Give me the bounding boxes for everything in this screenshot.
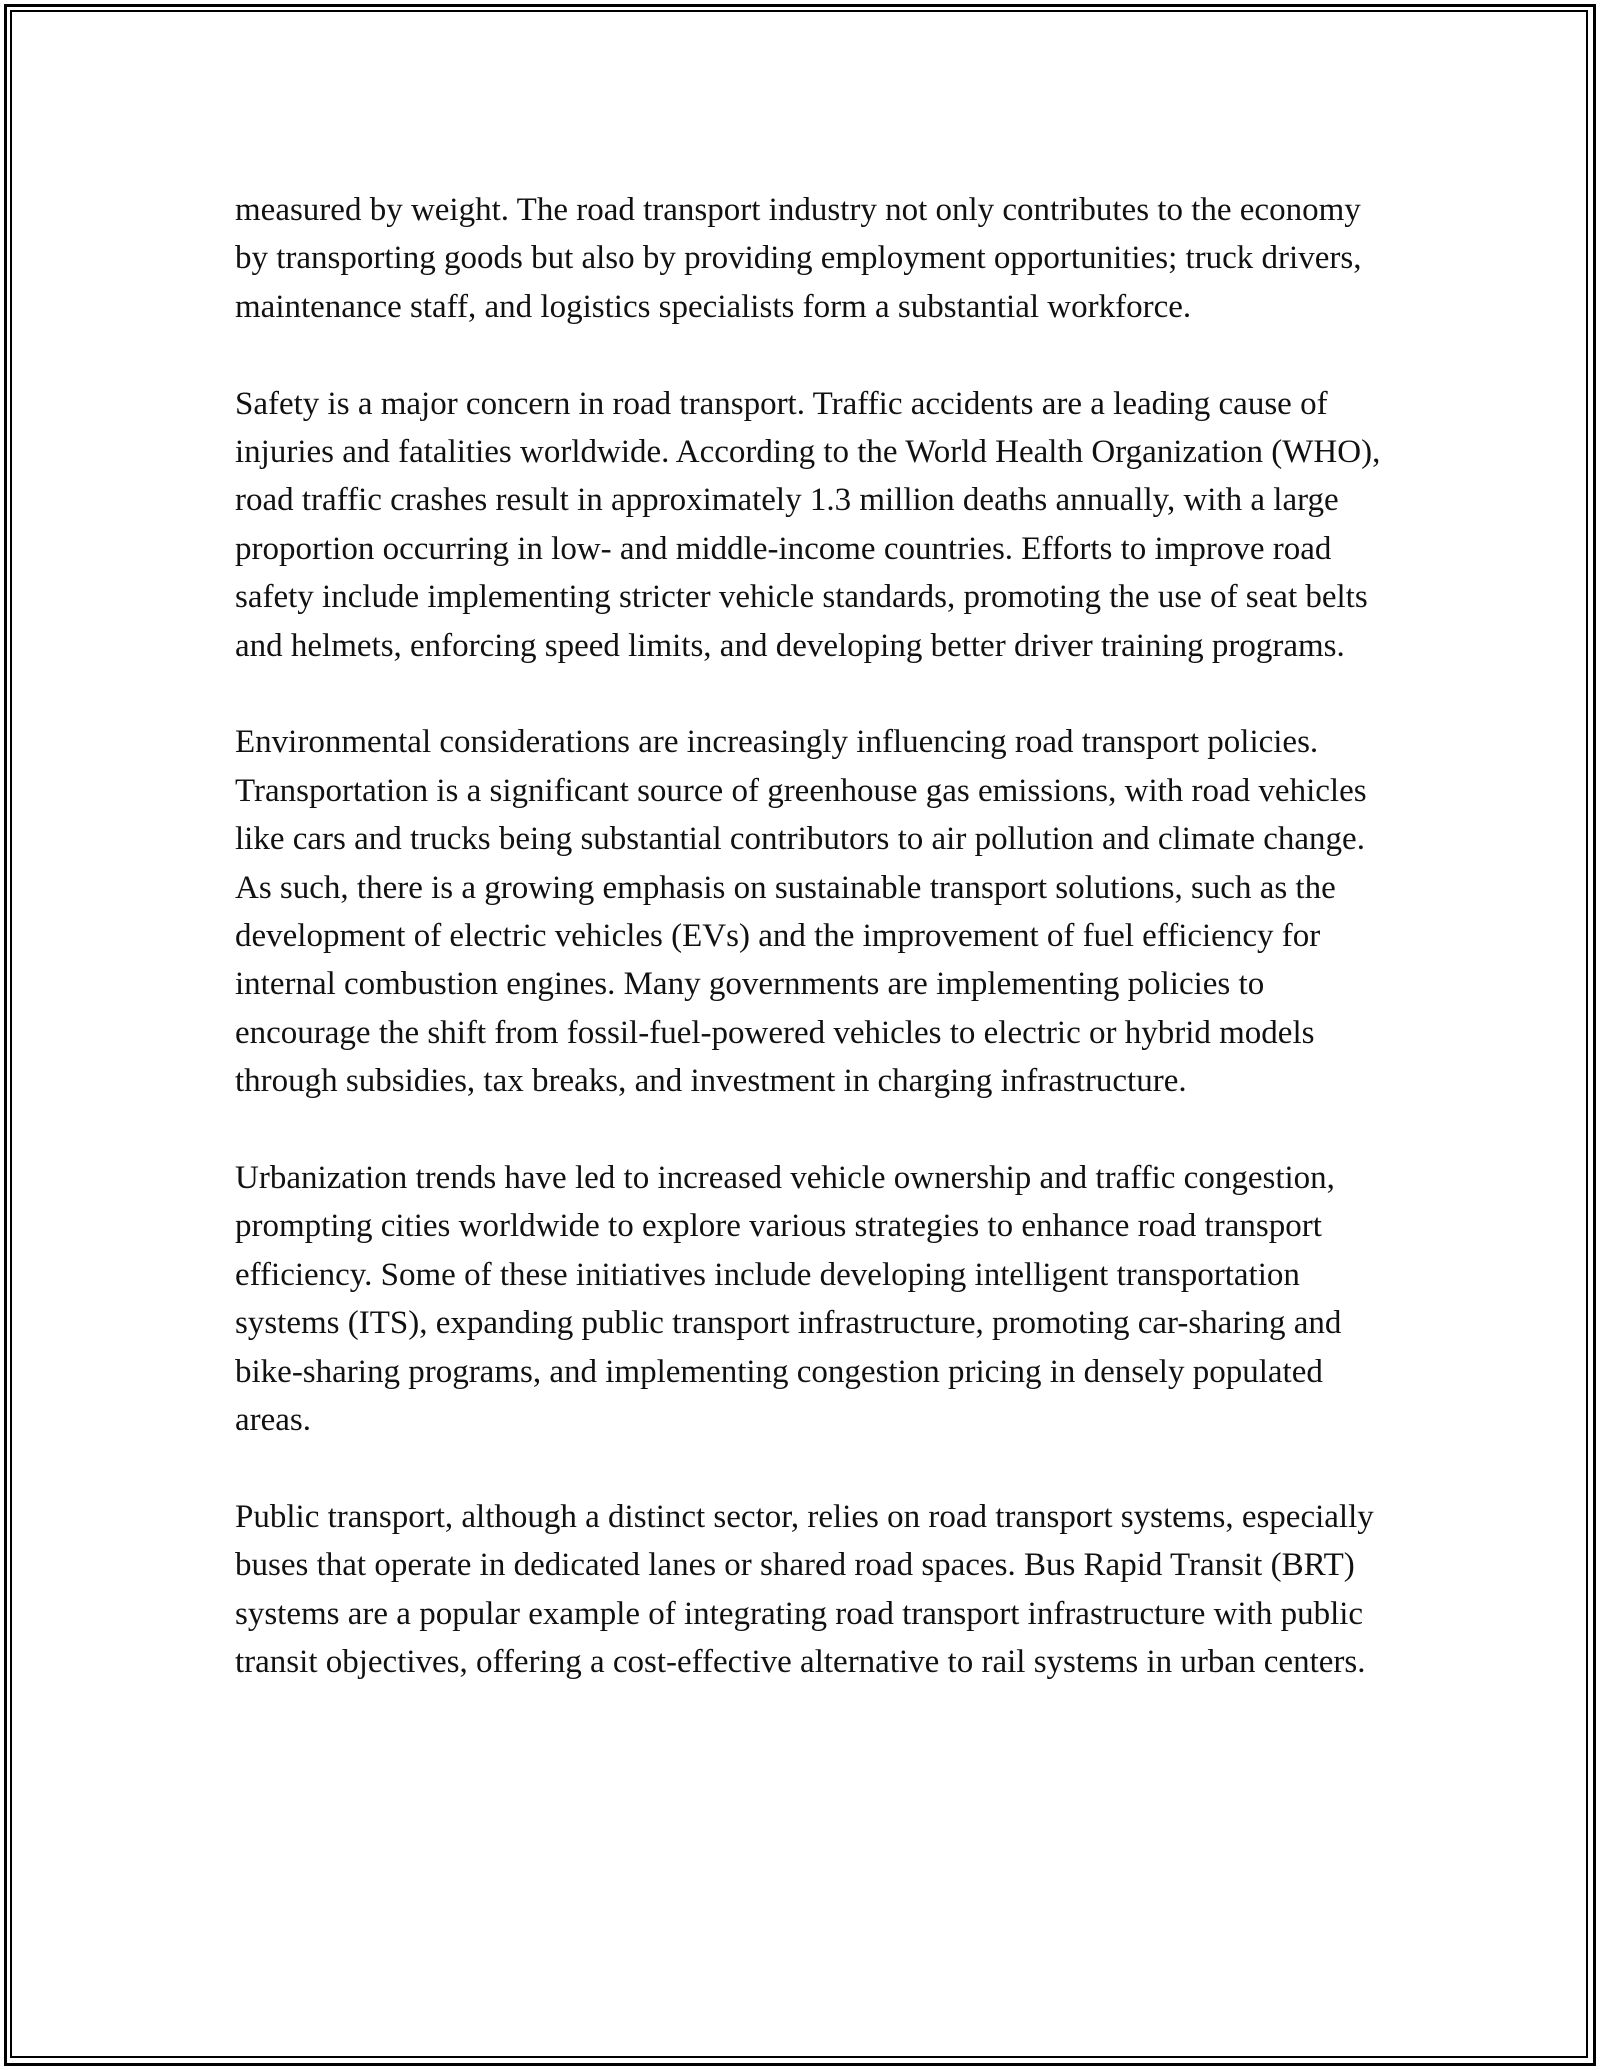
paragraph-public-transport: Public transport, although a distinct sector, relies on road transport systems, especially buses that operate in dedicated lanes or shared road spaces. Bus Rapid Transit (BRT) systems are a popular example of integrating road transport infrastructure with public transit objectives, offering a cost-effective alternative to rail systems in urban centers. bbox=[235, 1498, 1374, 1681]
paragraph-environmental-considerations: Environmental considerations are increasingly influencing road transport policies. Transportation is a significant source of greenhouse gas emissions, with road vehicles like cars and trucks being substantial contributors to air pollution and climate change. As such, there is a growing emphasis on sustainable transport solutions, such as the development of electric vehicles (EVs) and the improvement of fuel efficiency for internal combustion engines. Many governments are implementing policies to encourage the shift from fossil-fuel-powered vehicles to electric or hybrid models through subsidies, tax breaks, and investment in charging infrastructure. bbox=[235, 724, 1367, 1100]
paragraph-road-safety: Safety is a major concern in road transport. Traffic accidents are a leading cause of injuries and fatalities worldwide. According to the World Health Organization (WHO), road traffic crashes result in approximately 1.3 million deaths annually, with a large proportion occurring in low- and middle-income countries. Efforts to improve road safety include implementing stricter vehicle standards, promoting the use of seat belts and helmets, enforcing speed limits, and developing better driver training programs. bbox=[235, 385, 1381, 664]
paragraph-urbanization-trends: Urbanization trends have led to increased vehicle ownership and traffic congestion, prompting cities worldwide to explore various strategies to enhance road transport efficiency. Some of these initiatives include developing intelligent transportation systems (ITS), expanding public transport infrastructure, promoting car-sharing and bike-sharing programs, and implementing congestion pricing in densely populated areas. bbox=[235, 1160, 1342, 1439]
paragraph-road-transport-employment: measured by weight. The road transport industry not only contributes to the economy by transporting goods but also by providing employment opportunities; truck drivers, maintenance staff, and logistics specialists form a substantial workforce. bbox=[235, 192, 1362, 325]
document-body bbox=[235, 186, 1385, 1687]
